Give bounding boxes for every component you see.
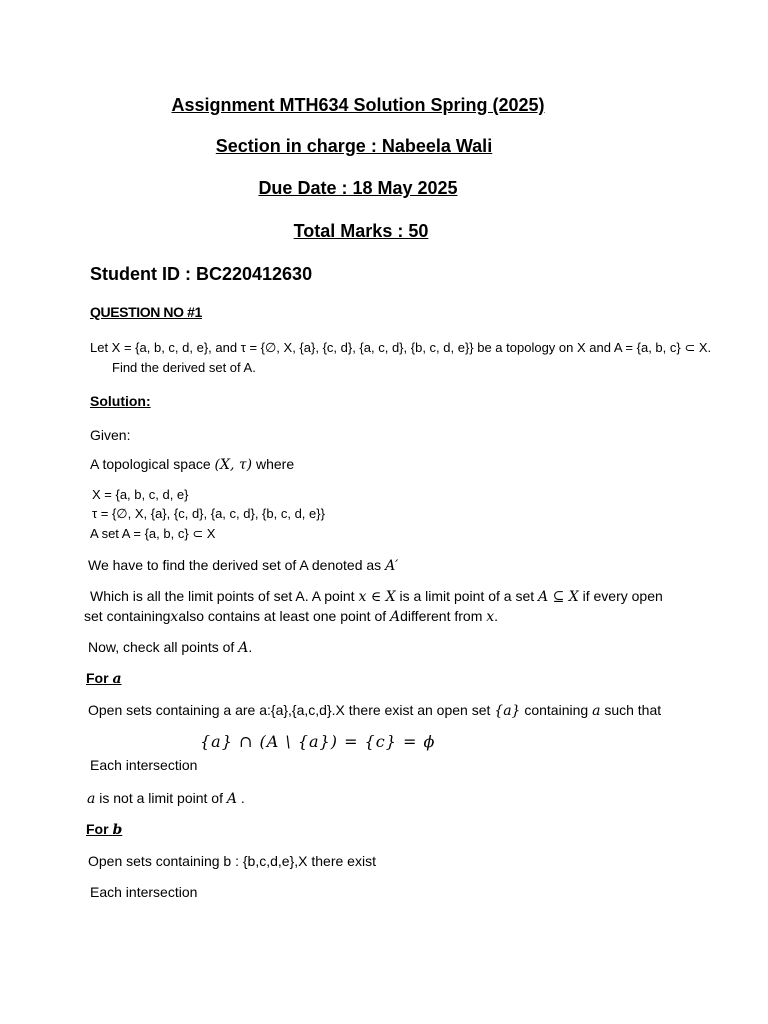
solution-heading: Solution: [90, 393, 151, 409]
limit-text-2: is a limit point of a set [399, 588, 535, 604]
limit-math-4: A [390, 609, 401, 625]
check-prefix: Now, check all points of [88, 639, 235, 655]
for-b-math: b [112, 822, 123, 838]
for-a-such-that: such that [604, 702, 662, 718]
limit-math-2: A ⊆ X [538, 589, 579, 605]
for-a-each-intersection: Each intersection [90, 757, 198, 773]
question-line-2: Find the derived set of A. [112, 360, 256, 375]
limit-math-1: x ∈ X [358, 589, 396, 605]
topological-space-line [90, 456, 294, 473]
total-marks: Total Marks : 50 [293, 221, 429, 241]
due-date: Due Date : 18 May 2025 [258, 178, 458, 198]
for-b-prefix: For [86, 821, 109, 837]
limit-math-3: x [170, 609, 179, 625]
for-a-containing-math: a [592, 703, 601, 719]
for-a-heading [86, 670, 122, 687]
find-prefix: We have to find the derived set of A denoted as [88, 557, 382, 573]
for-a-math: a [112, 671, 122, 687]
check-suffix: . [248, 639, 253, 655]
question-heading: QUESTION NO #1 [90, 304, 202, 320]
a-set-line: A set A = {a, b, c} ⊂ X [90, 526, 216, 541]
limit-text-7: . [494, 608, 499, 624]
check-points-line [88, 639, 252, 656]
limit-text-3: if every open [582, 588, 663, 604]
derived-set-line [88, 557, 398, 574]
x-set-line: X = {a, b, c, d, e} [92, 487, 189, 502]
limit-point-line-2 [84, 608, 498, 625]
for-a-formula: {a} ∩ (A \ {a}) = {c} = ϕ [200, 732, 436, 751]
for-a-containing-text: containing [524, 702, 589, 718]
for-b-heading [86, 821, 122, 838]
for-a-conclusion [87, 790, 245, 807]
space-suffix: where [255, 456, 295, 472]
limit-text-1: Which is all the limit points of set A. A point [90, 588, 355, 604]
question-line-1: Let X = {a, b, c, d, e}, and τ = {∅, X, {a}, {c, d}, {a, c, d}, {b, c, d, e}} be a topology on X and A = {a, b, c} ⊂ X. [90, 340, 712, 355]
limit-text-6: different from [400, 608, 483, 624]
for-a-open-sets-text: Open sets containing a are a:{a},{a,c,d}.X there exist an open set [88, 702, 491, 718]
for-b-open-sets-line: Open sets containing b : {b,c,d,e},X there exist [88, 853, 376, 869]
space-prefix: A topological space [90, 456, 211, 472]
assignment-title: Assignment MTH634 Solution Spring (2025) [171, 95, 545, 115]
limit-text-5: also contains at least one point of [178, 608, 387, 624]
limit-math-5: x [486, 609, 495, 625]
for-a-conclusion-end: . [240, 790, 245, 806]
limit-text-4: set containing [84, 608, 171, 624]
section-in-charge: Section in charge : Nabeela Wali [215, 136, 493, 156]
for-a-prefix: For [86, 670, 109, 686]
given-label: Given: [90, 427, 131, 443]
for-a-open-set-math: {a} [494, 703, 521, 719]
tau-set-line: τ = {∅, X, {a}, {c, d}, {a, c, d}, {b, c, d, e}} [92, 506, 325, 521]
for-a-open-sets-line [88, 702, 661, 719]
limit-point-line-1 [90, 588, 663, 605]
space-math: (X, τ) [214, 457, 253, 473]
student-id: Student ID : BC220412630 [90, 264, 313, 284]
for-b-each-intersection: Each intersection [90, 884, 198, 900]
for-a-conclusion-math-1: a [87, 791, 96, 807]
check-math: A [238, 640, 249, 656]
find-math: A′ [385, 558, 399, 574]
for-a-conclusion-text: is not a limit point of [99, 790, 223, 806]
for-a-conclusion-math-2: A [226, 791, 237, 807]
